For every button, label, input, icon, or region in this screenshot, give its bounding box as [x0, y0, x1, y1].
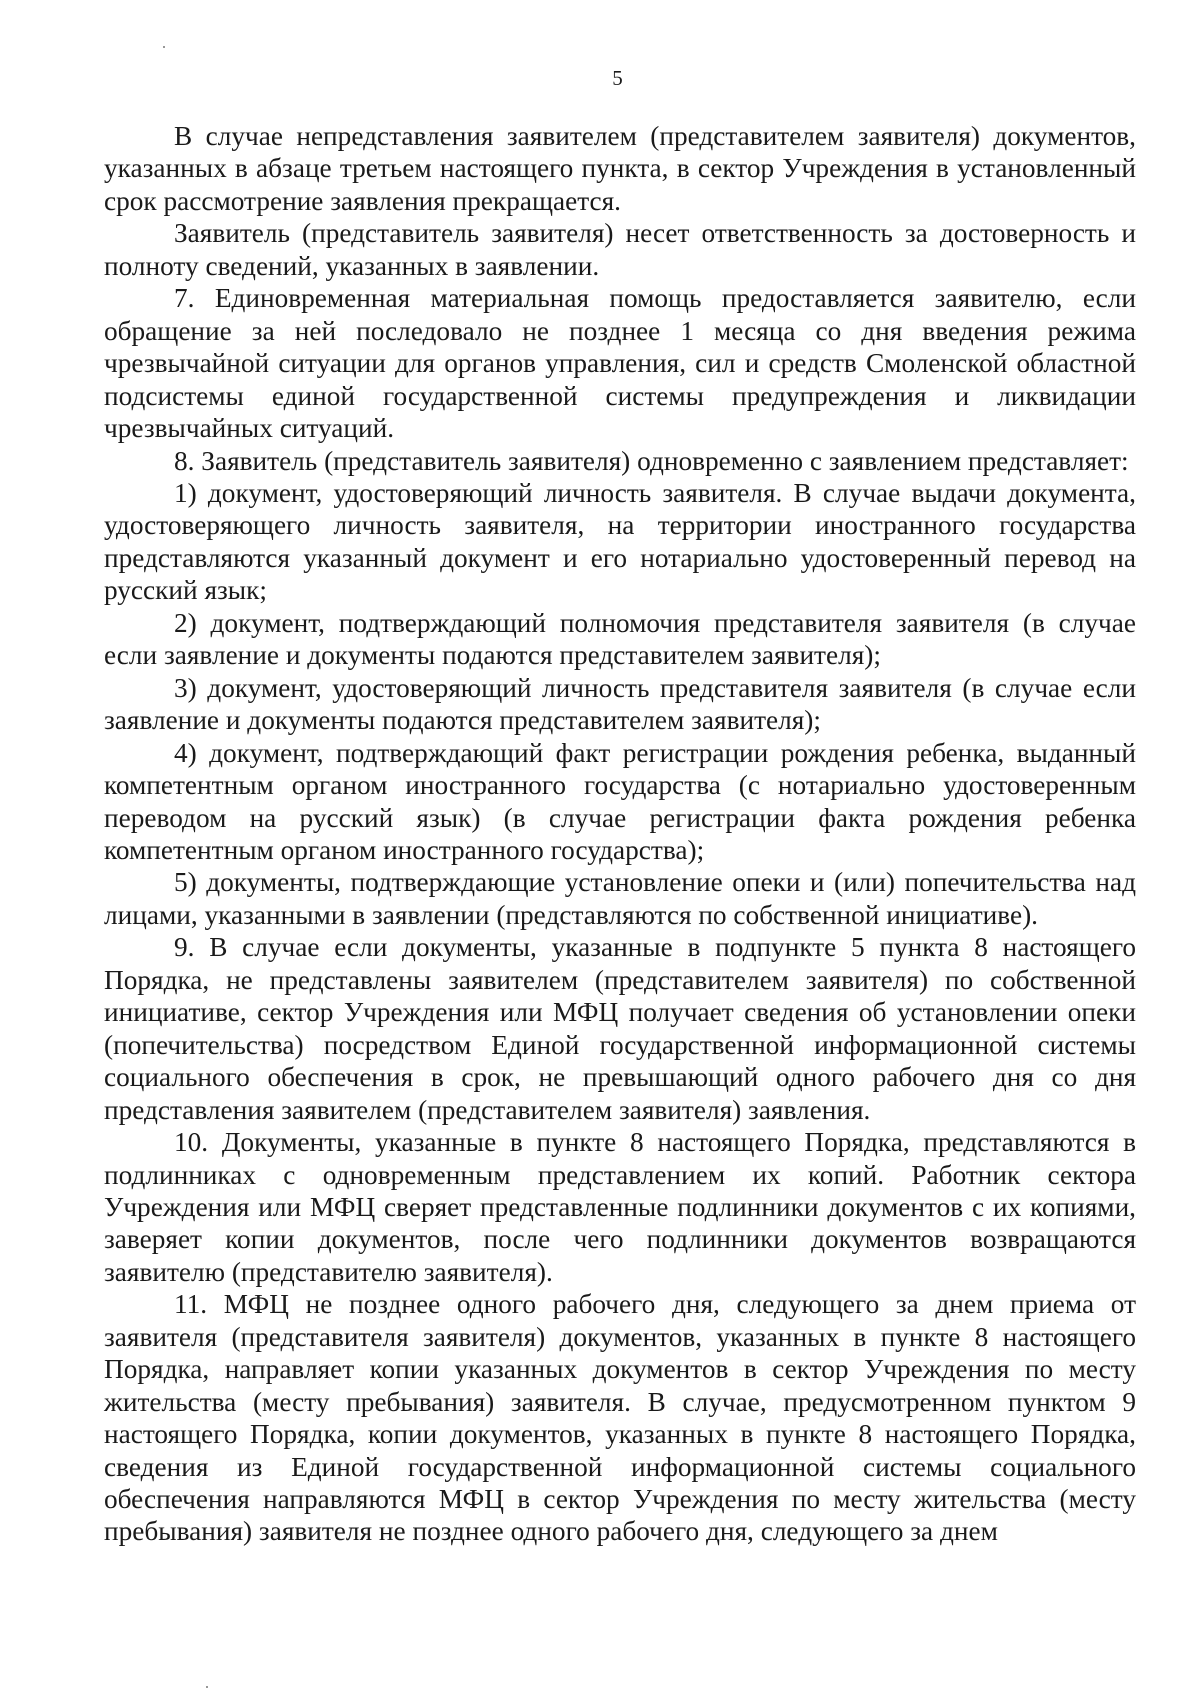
list-item: 2) документ, подтверждающий полномочия представителя заявителя (в случае если заявление и документы подаются представителем заявителя); [104, 607, 1136, 671]
page-number: 5 [612, 66, 623, 90]
paragraph: В случае непредставления заявителем (представителем заявителя) документов, указанных в абзаце третьем настоящего пункта, в сектор Учреждения в установленный срок рассмотрение заявления прекращается. [104, 121, 1136, 216]
paragraph: 11. МФЦ не позднее одного рабочего дня, следующего за днем приема от заявителя (представителя заявителя) документов, указанных в пункте 8 настоящего Порядка, направляет копии указанных документов в сектор Учреждения по месту жительства (месту пребывания) заявителя. В случае, предусмотренном пунктом 9 настоящего Порядка, копии документов, указанных в пункте 8 настоящего Порядка, сведения из Единой государственной информационной системы социального обеспечения направляются МФЦ в сектор Учреждения по месту жительства (месту пребывания) заявителя не позднее одного рабочего дня, следующего за днем [104, 1289, 1136, 1547]
scan-speck [163, 46, 165, 48]
paragraph: 9. В случае если документы, указанные в подпункте 5 пункта 8 настоящего Порядка, не представлены заявителем (представителем заявителя) по собственной инициативе, сектор Учреждения или МФЦ получает сведения об установлении опеки (попечительства) посредством Единой государственной информационной системы социального обеспечения в срок, не превышающий одного рабочего дня со дня представления заявителем (представителем заявителя) заявления. [104, 932, 1136, 1125]
list-item: 1) документ, удостоверяющий личность заявителя. В случае выдачи документа, удостоверяющего личность заявителя, на территории иностранного государства представляются указанный документ и его нотариально удостоверенный перевод на русский язык; [104, 477, 1136, 606]
list-item: 3) документ, удостоверяющий личность представителя заявителя (в случае если заявление и документы подаются представителем заявителя); [104, 672, 1136, 736]
paragraph: 8. Заявитель (представитель заявителя) одновременно с заявлением представляет: [174, 445, 1129, 476]
paragraph: Заявитель (представитель заявителя) несет ответственность за достоверность и полноту сведений, указанных в заявлении. [104, 218, 1136, 281]
paragraph: 10. Документы, указанные в пункте 8 настоящего Порядка, представляются в подлинниках с одновременным представлением их копий. Работник сектора Учреждения или МФЦ сверяет представленные подлинники документов с их копиями, заверяет копии документов, после чего подлинники документов возвращаются заявителю (представителю заявителя). [104, 1127, 1136, 1287]
list-item: 5) документы, подтверждающие установление опеки и (или) попечительства над лицами, указанными в заявлении (представляются по собственной инициативе). [104, 867, 1136, 930]
list-item: 4) документ, подтверждающий факт регистрации рождения ребенка, выданный компетентным органом иностранного государства (с нотариально удостоверенным переводом на русский язык) (в случае регистрации факта рождения ребенка компетентным органом иностранного государства); [104, 737, 1136, 865]
paragraph: 7. Единовременная материальная помощь предоставляется заявителю, если обращение за ней последовало не позднее 1 месяца со дня введения режима чрезвычайной ситуации для органов управления, сил и средств Смоленской областной подсистемы единой государственной системы предупреждения и ликвидации чрезвычайных ситуаций. [104, 283, 1136, 444]
document-body [104, 120, 1136, 1548]
scan-speck [206, 1686, 208, 1688]
